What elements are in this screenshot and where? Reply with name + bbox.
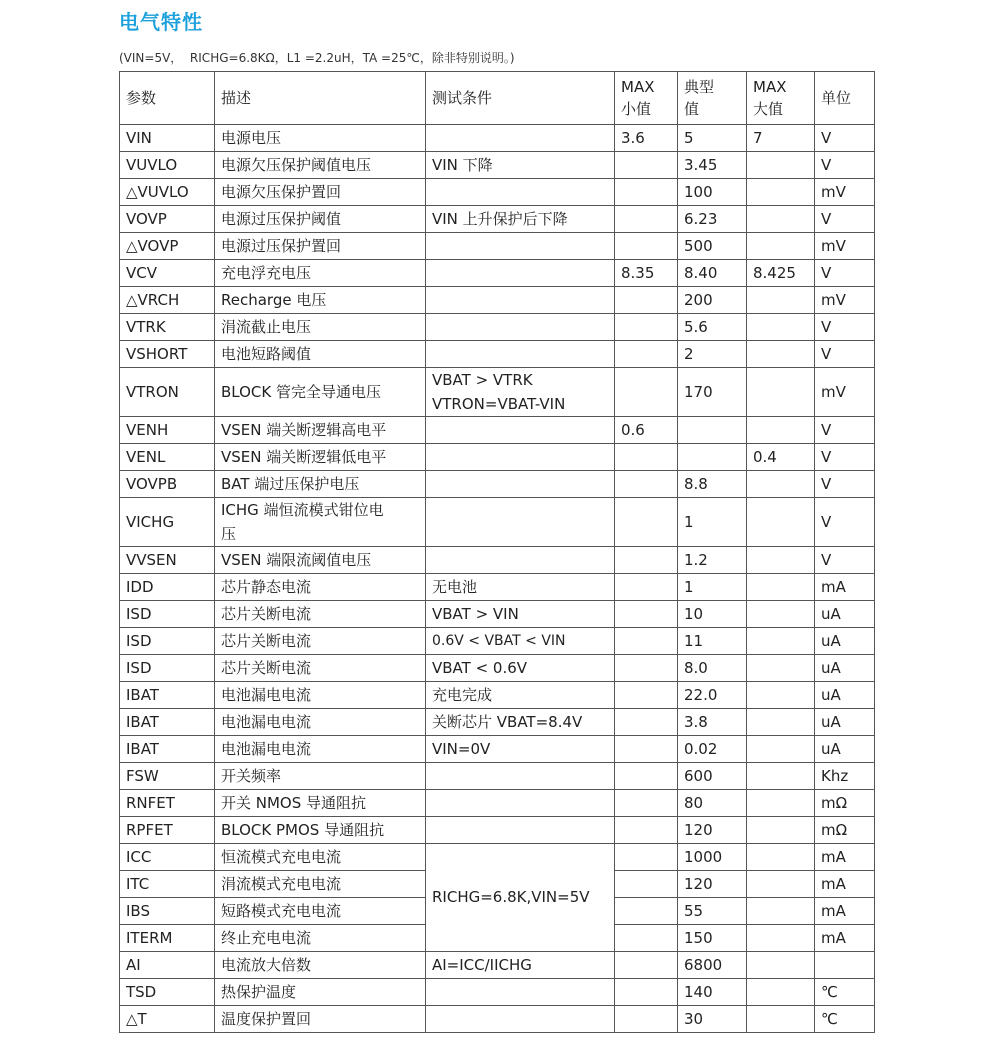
cell-typ: 11 (678, 628, 747, 655)
cell-unit: uA (815, 628, 875, 655)
cell-typ: 8.40 (678, 260, 747, 287)
cell-desc: 开关 NMOS 导通阻抗 (215, 790, 426, 817)
cell-desc: 电池短路阈值 (215, 341, 426, 368)
cell-max: 0.4 (747, 444, 815, 471)
cell-cond: 0.6V < VBAT < VIN (426, 628, 615, 655)
cell-max (747, 763, 815, 790)
cell-cond (426, 260, 615, 287)
cell-desc: VSEN 端限流阈值电压 (215, 547, 426, 574)
cell-min (615, 925, 678, 952)
cell-cond (426, 1006, 615, 1033)
cell-max (747, 287, 815, 314)
cell-max (747, 1006, 815, 1033)
cell-max (747, 871, 815, 898)
cell-desc: VSEN 端关断逻辑低电平 (215, 444, 426, 471)
cell-cond (426, 233, 615, 260)
header-max (747, 72, 815, 125)
cell-desc: 芯片关断电流 (215, 655, 426, 682)
cell-unit: uA (815, 601, 875, 628)
cell-cond (426, 314, 615, 341)
cell-param: ITERM (120, 925, 215, 952)
cell-typ: 3.45 (678, 152, 747, 179)
cell-param: ICC (120, 844, 215, 871)
cell-typ: 150 (678, 925, 747, 952)
cell-min (615, 1006, 678, 1033)
cell-max (747, 471, 815, 498)
cell-unit: Khz (815, 763, 875, 790)
cell-max (747, 233, 815, 260)
cell-unit: V (815, 125, 875, 152)
cell-typ: 6800 (678, 952, 747, 979)
cell-max (747, 341, 815, 368)
cell-unit: uA (815, 655, 875, 682)
table-row (120, 709, 875, 736)
header-typ-line2: 值 (684, 100, 700, 118)
header-row (120, 72, 875, 125)
cell-typ: 140 (678, 979, 747, 1006)
table-row (120, 763, 875, 790)
cell-max (747, 709, 815, 736)
cell-min (615, 233, 678, 260)
cell-cond (426, 368, 615, 417)
cell-max: 8.425 (747, 260, 815, 287)
cell-unit: V (815, 417, 875, 444)
header-desc: 描述 (215, 72, 426, 125)
table-row (120, 341, 875, 368)
cell-unit: mA (815, 574, 875, 601)
cell-max (747, 547, 815, 574)
cell-desc: 涓流模式充电电流 (215, 871, 426, 898)
cell-desc: VSEN 端关断逻辑高电平 (215, 417, 426, 444)
table-row (120, 417, 875, 444)
cell-unit: mA (815, 925, 875, 952)
cell-typ: 80 (678, 790, 747, 817)
cell-unit: mA (815, 844, 875, 871)
cell-min (615, 979, 678, 1006)
cell-cond-line1: VBAT > VTRK (432, 371, 533, 389)
cell-param: IBS (120, 898, 215, 925)
table-row (120, 179, 875, 206)
cell-param: VVSEN (120, 547, 215, 574)
cell-typ: 170 (678, 368, 747, 417)
cell-param: IBAT (120, 709, 215, 736)
cell-unit: uA (815, 682, 875, 709)
table-row (120, 655, 875, 682)
cell-cond: VIN 上升保护后下降 (426, 206, 615, 233)
table-row (120, 287, 875, 314)
cell-typ: 500 (678, 233, 747, 260)
cell-param: RNFET (120, 790, 215, 817)
cell-cond (426, 817, 615, 844)
header-min (615, 72, 678, 125)
cell-param: VIN (120, 125, 215, 152)
cell-cond: 无电池 (426, 574, 615, 601)
cell-min (615, 206, 678, 233)
cell-min: 0.6 (615, 417, 678, 444)
cell-cond (426, 498, 615, 547)
cell-param: VSHORT (120, 341, 215, 368)
cell-max (747, 601, 815, 628)
cell-desc: 电流放大倍数 (215, 952, 426, 979)
cell-typ: 200 (678, 287, 747, 314)
cell-typ: 5 (678, 125, 747, 152)
cell-typ: 0.02 (678, 736, 747, 763)
test-conditions-note: (VIN=5V， RICHG=6.8KΩ，L1 =2.2uH，TA =25℃，除非特别说明。) (119, 51, 515, 65)
cell-param: VOVPB (120, 471, 215, 498)
header-param: 参数 (120, 72, 215, 125)
cell-min (615, 471, 678, 498)
cell-unit (815, 952, 875, 979)
cell-param: IBAT (120, 682, 215, 709)
table-row (120, 547, 875, 574)
cell-desc: 电源电压 (215, 125, 426, 152)
cell-min (615, 817, 678, 844)
cell-typ: 1.2 (678, 547, 747, 574)
cell-typ: 2 (678, 341, 747, 368)
cell-cond (426, 790, 615, 817)
cell-max (747, 817, 815, 844)
header-min-line1: MAX (621, 78, 655, 96)
cell-desc: 电源过压保护置回 (215, 233, 426, 260)
cell-typ: 6.23 (678, 206, 747, 233)
table-row (120, 979, 875, 1006)
cell-desc: 热保护温度 (215, 979, 426, 1006)
cell-cond (426, 125, 615, 152)
cell-unit: mA (815, 898, 875, 925)
cell-min (615, 709, 678, 736)
cell-max (747, 368, 815, 417)
cell-cond (426, 341, 615, 368)
cell-desc: 电池漏电电流 (215, 709, 426, 736)
cell-cond (426, 547, 615, 574)
cell-min (615, 368, 678, 417)
cell-max (747, 682, 815, 709)
cell-min (615, 314, 678, 341)
cell-cond (426, 417, 615, 444)
cell-param: ISD (120, 655, 215, 682)
cell-cond (426, 444, 615, 471)
cell-typ: 10 (678, 601, 747, 628)
cell-unit: V (815, 498, 875, 547)
cell-unit: V (815, 547, 875, 574)
cell-typ: 8.0 (678, 655, 747, 682)
cell-max (747, 736, 815, 763)
cell-typ: 120 (678, 817, 747, 844)
cell-desc: 电源欠压保护置回 (215, 179, 426, 206)
cell-unit: mΩ (815, 790, 875, 817)
cell-param: VTRON (120, 368, 215, 417)
cell-param: VCV (120, 260, 215, 287)
table-row (120, 125, 875, 152)
cell-cond (426, 287, 615, 314)
table-row (120, 233, 875, 260)
cell-min (615, 790, 678, 817)
table-row (120, 444, 875, 471)
cell-min (615, 341, 678, 368)
cell-desc: 电池漏电电流 (215, 736, 426, 763)
cell-desc: 电池漏电电流 (215, 682, 426, 709)
cell-max (747, 925, 815, 952)
cell-param: ISD (120, 601, 215, 628)
cell-min (615, 179, 678, 206)
cell-max (747, 655, 815, 682)
cell-unit: ℃ (815, 979, 875, 1006)
cell-param: VTRK (120, 314, 215, 341)
cell-min (615, 871, 678, 898)
cell-desc: 恒流模式充电电流 (215, 844, 426, 871)
header-min-line2: 小值 (621, 100, 652, 118)
table-row (120, 206, 875, 233)
cell-max (747, 790, 815, 817)
cell-unit: V (815, 206, 875, 233)
cell-param: AI (120, 952, 215, 979)
cell-param: IBAT (120, 736, 215, 763)
cell-desc: 涓流截止电压 (215, 314, 426, 341)
cell-min (615, 655, 678, 682)
cell-desc: 短路模式充电电流 (215, 898, 426, 925)
table-row (120, 314, 875, 341)
table-row (120, 260, 875, 287)
cell-cond (426, 179, 615, 206)
cell-unit: V (815, 471, 875, 498)
cell-unit: V (815, 341, 875, 368)
cell-desc-line1: ICHG 端恒流模式钳位电 (221, 501, 384, 519)
cell-typ: 30 (678, 1006, 747, 1033)
cell-typ: 100 (678, 179, 747, 206)
cell-min (615, 444, 678, 471)
cell-desc: BLOCK PMOS 导通阻抗 (215, 817, 426, 844)
cell-max (747, 628, 815, 655)
header-typ (678, 72, 747, 125)
cell-min (615, 736, 678, 763)
table-row (120, 844, 875, 871)
cell-cond-line2: VTRON=VBAT-VIN (432, 395, 566, 413)
cell-unit: uA (815, 709, 875, 736)
cell-cond: VBAT < 0.6V (426, 655, 615, 682)
cell-typ (678, 444, 747, 471)
cell-min (615, 763, 678, 790)
table-row (120, 471, 875, 498)
cell-max (747, 979, 815, 1006)
cell-unit: mV (815, 368, 875, 417)
cell-param: VOVP (120, 206, 215, 233)
cell-desc: Recharge 电压 (215, 287, 426, 314)
cell-typ: 600 (678, 763, 747, 790)
cell-min (615, 287, 678, 314)
cell-cond: VIN 下降 (426, 152, 615, 179)
cell-desc: 终止充电电流 (215, 925, 426, 952)
cell-desc: 电源欠压保护阈值电压 (215, 152, 426, 179)
cell-min (615, 574, 678, 601)
cell-desc: 温度保护置回 (215, 1006, 426, 1033)
table-row (120, 790, 875, 817)
cell-min: 8.35 (615, 260, 678, 287)
cell-param: △VOVP (120, 233, 215, 260)
cell-param: VUVLO (120, 152, 215, 179)
cell-min (615, 628, 678, 655)
cell-max (747, 844, 815, 871)
cell-param: VICHG (120, 498, 215, 547)
cell-param: △VRCH (120, 287, 215, 314)
cell-unit: mV (815, 233, 875, 260)
table-row (120, 1006, 875, 1033)
cell-unit: mV (815, 179, 875, 206)
cell-cond: VBAT > VIN (426, 601, 615, 628)
cell-cond: 充电完成 (426, 682, 615, 709)
table-row (120, 498, 875, 547)
cell-min (615, 898, 678, 925)
cell-typ: 120 (678, 871, 747, 898)
cell-cond: VIN=0V (426, 736, 615, 763)
cell-typ: 1 (678, 574, 747, 601)
cell-desc: BAT 端过压保护电压 (215, 471, 426, 498)
cell-min (615, 498, 678, 547)
cell-param: ISD (120, 628, 215, 655)
table-row (120, 736, 875, 763)
cell-param: FSW (120, 763, 215, 790)
cell-param: VENH (120, 417, 215, 444)
cell-max (747, 952, 815, 979)
cell-unit: uA (815, 736, 875, 763)
cell-typ: 8.8 (678, 471, 747, 498)
cell-max (747, 417, 815, 444)
header-cond: 测试条件 (426, 72, 615, 125)
cell-param: RPFET (120, 817, 215, 844)
electrical-characteristics-table (119, 71, 875, 1033)
cell-unit: mV (815, 287, 875, 314)
table-row (120, 952, 875, 979)
cell-param: ITC (120, 871, 215, 898)
table-row (120, 152, 875, 179)
cell-min (615, 547, 678, 574)
cell-typ (678, 417, 747, 444)
header-max-line2: 大值 (753, 100, 784, 118)
header-typ-line1: 典型 (684, 78, 715, 96)
cell-typ: 1000 (678, 844, 747, 871)
cell-min (615, 844, 678, 871)
cell-param: TSD (120, 979, 215, 1006)
cell-desc: BLOCK 管完全导通电压 (215, 368, 426, 417)
table-row (120, 368, 875, 417)
header-unit: 单位 (815, 72, 875, 125)
cell-min (615, 952, 678, 979)
cell-cond-merged: RICHG=6.8K,VIN=5V (426, 844, 615, 952)
cell-desc: 电源过压保护阈值 (215, 206, 426, 233)
cell-typ: 3.8 (678, 709, 747, 736)
cell-cond (426, 979, 615, 1006)
cell-param: △T (120, 1006, 215, 1033)
cell-unit: ℃ (815, 1006, 875, 1033)
cell-cond: AI=ICC/IICHG (426, 952, 615, 979)
table-row (120, 601, 875, 628)
table-row (120, 574, 875, 601)
cell-desc: 充电浮充电压 (215, 260, 426, 287)
cell-max (747, 498, 815, 547)
cell-param: IDD (120, 574, 215, 601)
cell-desc: 芯片关断电流 (215, 628, 426, 655)
cell-param: VENL (120, 444, 215, 471)
cell-desc (215, 498, 426, 547)
table-row (120, 682, 875, 709)
cell-max (747, 574, 815, 601)
cell-min (615, 601, 678, 628)
cell-cond: 关断芯片 VBAT=8.4V (426, 709, 615, 736)
cell-unit: mA (815, 871, 875, 898)
cell-param: △VUVLO (120, 179, 215, 206)
table-row (120, 628, 875, 655)
cell-typ: 55 (678, 898, 747, 925)
cell-unit: mΩ (815, 817, 875, 844)
cell-max (747, 179, 815, 206)
section-title: 电气特性 (119, 10, 203, 34)
cell-max (747, 152, 815, 179)
cell-unit: V (815, 314, 875, 341)
table-row (120, 817, 875, 844)
cell-max (747, 314, 815, 341)
cell-unit: V (815, 260, 875, 287)
cell-desc: 芯片关断电流 (215, 601, 426, 628)
cell-min (615, 682, 678, 709)
cell-typ: 5.6 (678, 314, 747, 341)
cell-max (747, 898, 815, 925)
cell-cond (426, 763, 615, 790)
cell-max: 7 (747, 125, 815, 152)
cell-typ: 1 (678, 498, 747, 547)
header-max-line1: MAX (753, 78, 787, 96)
cell-min: 3.6 (615, 125, 678, 152)
cell-unit: V (815, 152, 875, 179)
cell-unit: V (815, 444, 875, 471)
cell-desc: 芯片静态电流 (215, 574, 426, 601)
cell-typ: 22.0 (678, 682, 747, 709)
cell-max (747, 206, 815, 233)
cell-desc-line2: 压 (221, 525, 237, 543)
cell-min (615, 152, 678, 179)
cell-desc: 开关频率 (215, 763, 426, 790)
cell-cond (426, 471, 615, 498)
